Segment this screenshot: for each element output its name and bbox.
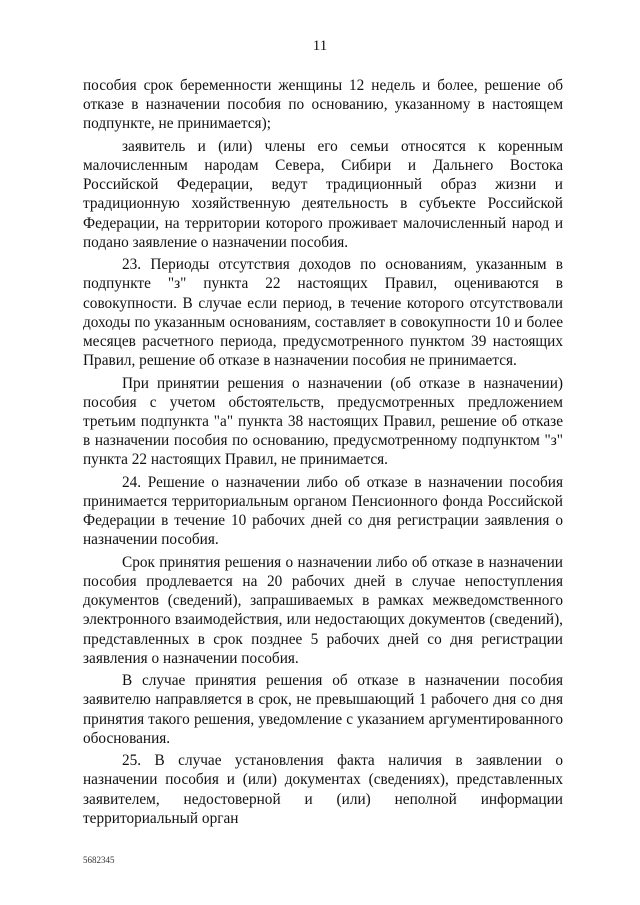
paragraph-25: 25. В случае установления факта наличия в заявлении о назначении пособия и (или) документах (сведениях), представленных заявителем, недостоверной и (или) неполной информации территориальный орган [83,752,563,827]
paragraph-continuation: пособия срок беременности женщины 12 недель и более, решение об отказе в назначении пособия по основанию, указанному в настоящем подпункте, не принимается); [83,77,563,133]
paragraph-24-extension: Срок принятия решения о назначении либо об отказе в назначении пособия продлевается на 20 рабочих дней в случае непоступления документов (сведений), запрашиваемых в рамках межведомственного электронного взаимодействия, или недостающих документов (сведений), представленных в срок позднее 5 рабочих дней со дня регистрации заявления о назначении пособия. [83,553,563,667]
paragraph-24-notice: В случае принятия решения об отказе в назначении пособия заявителю направляется в срок, не превышающий 1 рабочего дня со дня принятия такого решения, уведомление с указанием аргументированного обоснования. [83,672,563,747]
page-number: 11 [312,38,328,54]
paragraph-23: 23. Периоды отсутствия доходов по основаниям, указанным в подпункте "з" пункта 22 настоящих Правил, оцениваются в совокупности. В случае если период, в течение которого отсутствовали доходы по указанным основаниям, составляет в совокупности 10 и более месяцев расчетного периода, предусмотренного пунктом 39 настоящих Правил, решение об отказе в назначении пособия не принимается. [83,256,563,370]
document-body [83,76,563,831]
paragraph-24: 24. Решение о назначении либо об отказе в назначении пособия принимается территориальным органом Пенсионного фонда Российской Федерации в течение 10 рабочих дней со дня регистрации заявления о назначении пособия. [83,473,563,549]
paragraph-indigenous-condition: заявитель и (или) члены его семьи относятся к коренным малочисленным народам Севера, Сибири и Дальнего Востока Российской Федерации, ведут традиционный образ жизни и традиционную хозяйственную деятельность в субъекте Российской Федерации, на территории которого проживает малочисленный народ и подано заявление о назначении пособия. [83,137,563,251]
document-code: 5682345 [83,855,115,865]
paragraph-23-decision: При принятии решения о назначении (об отказе в назначении) пособия с учетом обстоятельств, предусмотренных предложением третьим подпункта "а" пункта 38 настоящих Правил, решение об отказе в назначении пособия по основанию, предусмотренному подпунктом "з" пункта 22 настоящих Правил, не принимается. [83,374,563,469]
